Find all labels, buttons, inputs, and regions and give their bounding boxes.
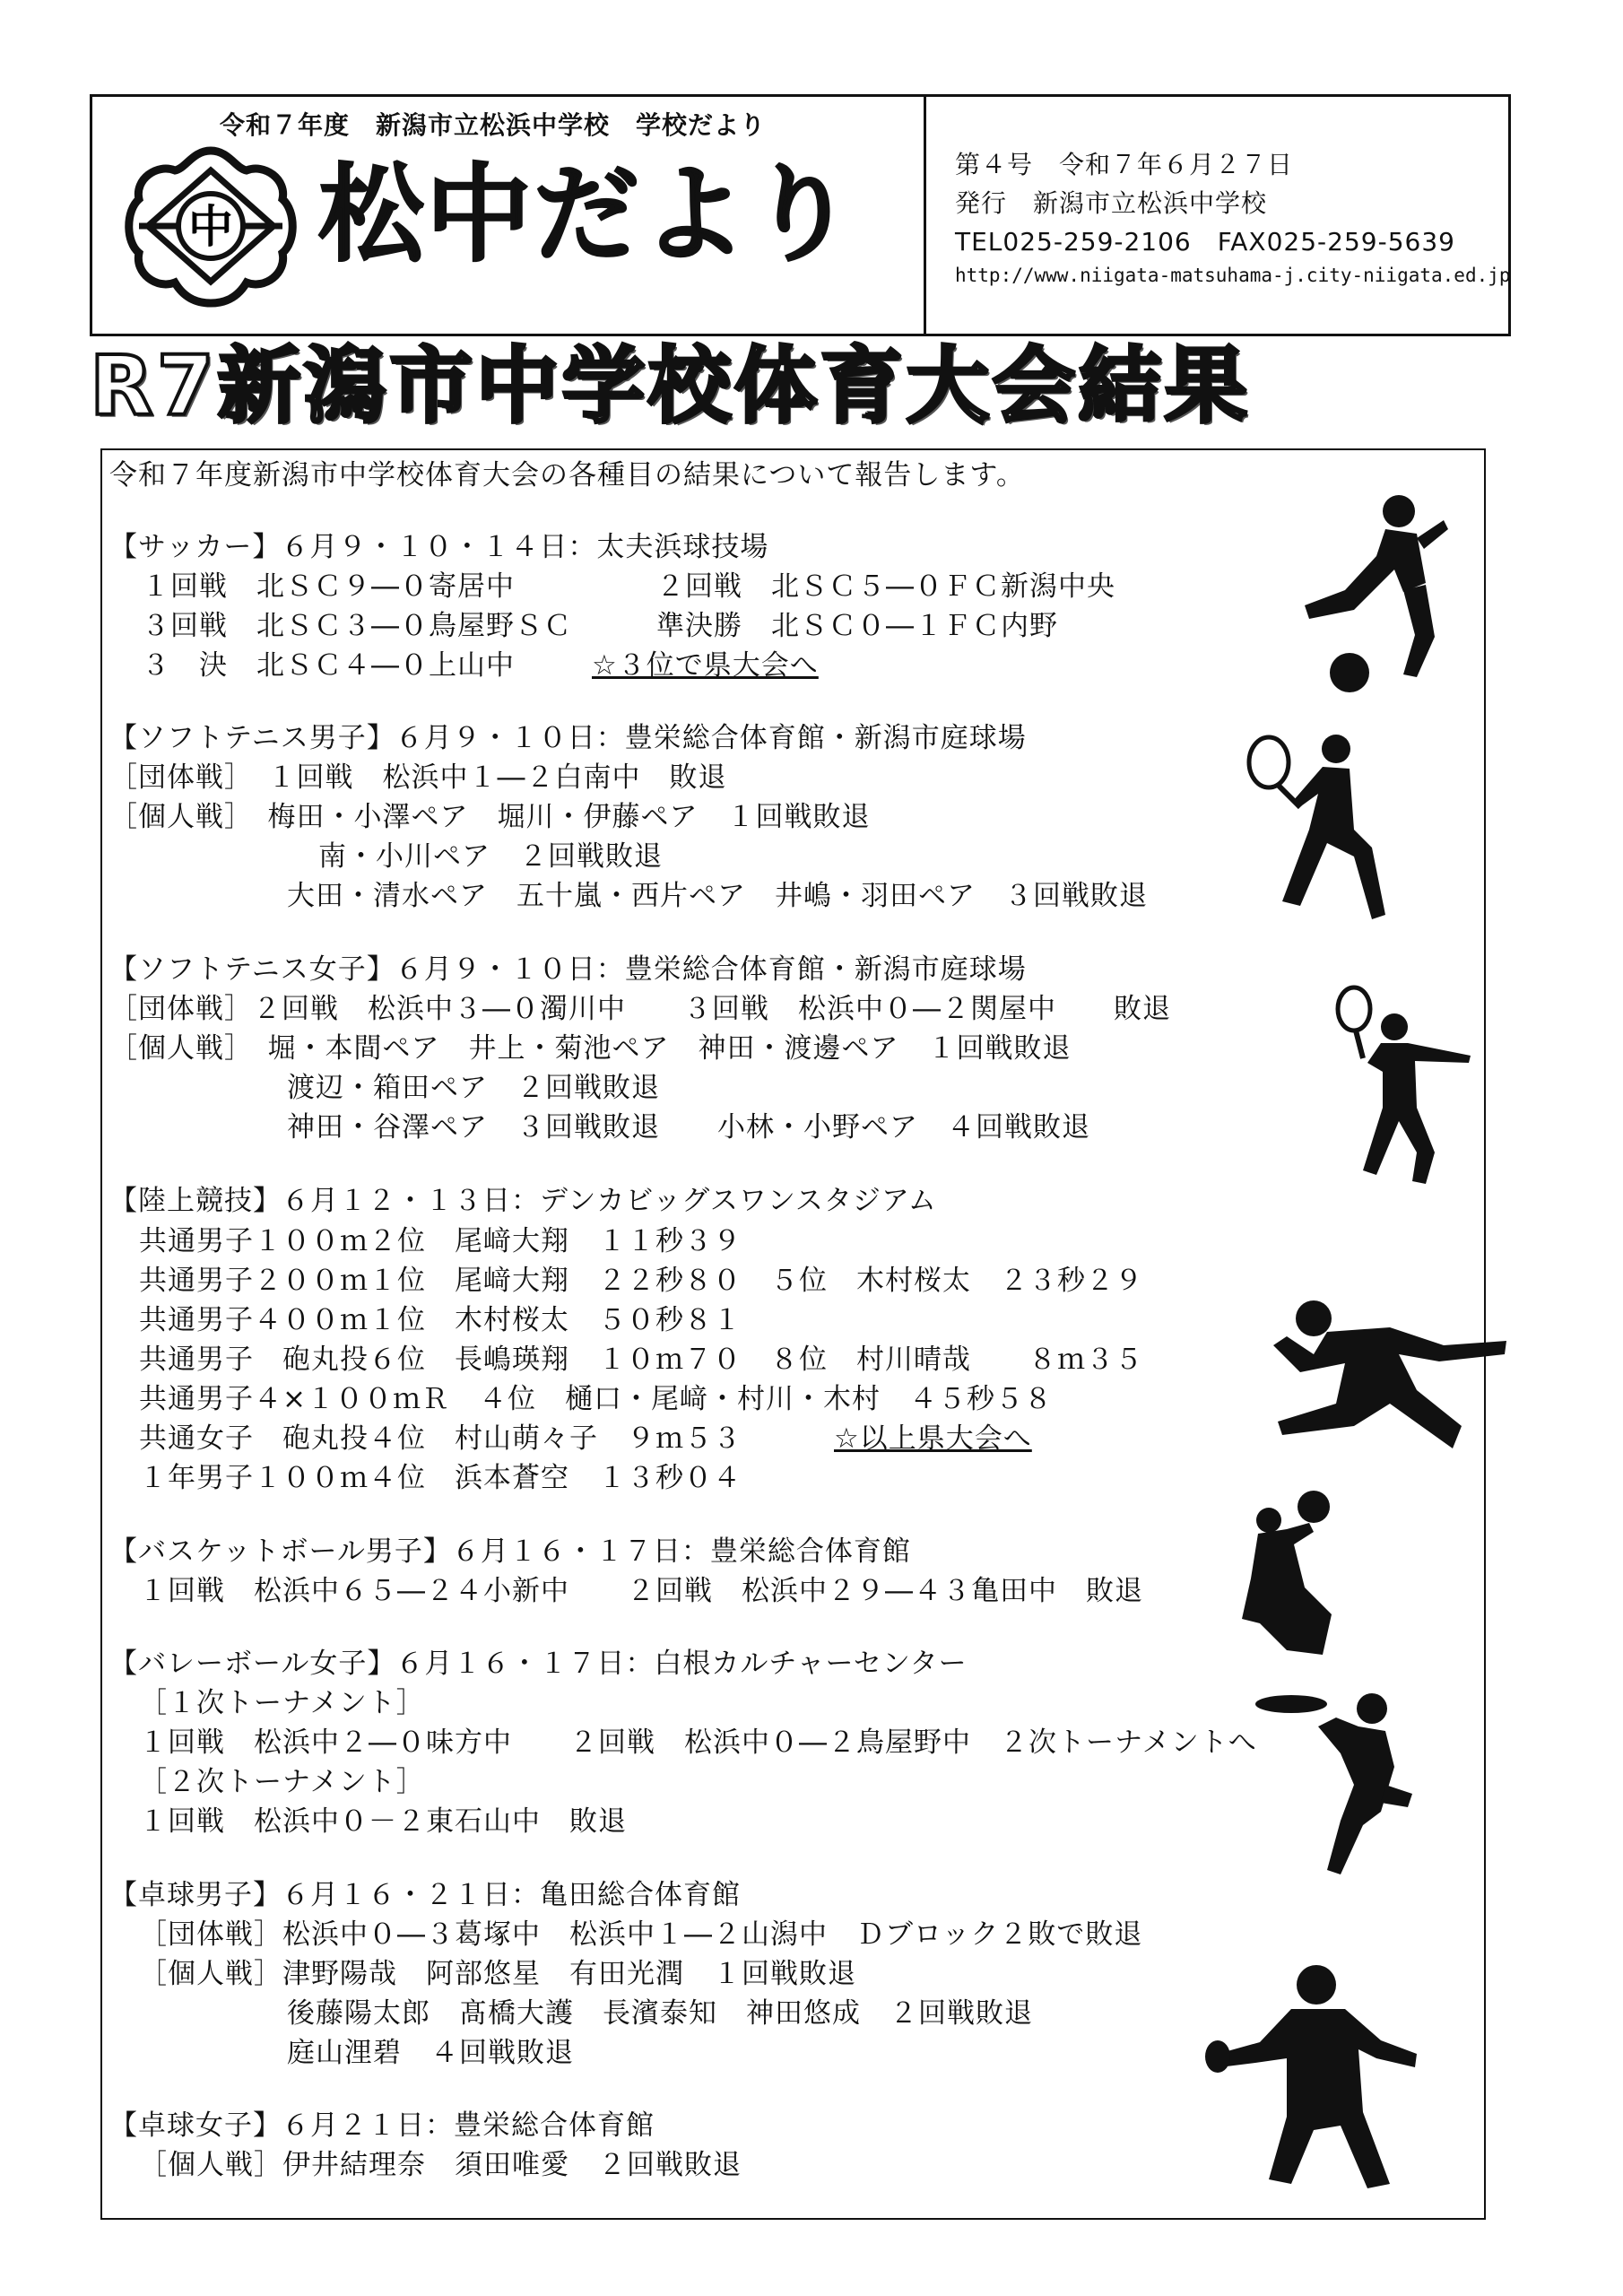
track-heading: 【陸上競技】６月１２・１３日：デンカビッグスワンスタジアム: [109, 1185, 937, 1217]
volleyball-heading: 【バレーボール女子】６月１６・１７日：白根カルチャーセンター: [109, 1648, 968, 1680]
masthead-divider: [924, 94, 926, 336]
tennis-girls-indiv2: 渡辺・箱田ペア ２回戦敗退: [287, 1072, 660, 1104]
volleyball-line1: １回戦 松浜中２―０味方中 ２回戦 松浜中０―２鳥屋野中 ２次トーナメントへ: [139, 1726, 1257, 1759]
page-headline: R7新潟市中学校体育大会結果: [90, 338, 1251, 434]
track-line5: 共通男子４×１００ｍＲ ４位 樋口・尾﨑・村川・木村 ４５秒５８: [139, 1383, 1053, 1415]
track-line2: 共通男子２００ｍ１位 尾﨑大翔 ２２秒８０ ５位 木村桜太 ２３秒２９: [139, 1265, 1143, 1297]
volleyball-player-icon: [1255, 1677, 1417, 1883]
soccer-note: ☆３位で県大会へ: [592, 649, 819, 682]
soccer-round2: ２回戦 北ＳＣ５―０ＦＣ新潟中央: [656, 570, 1115, 603]
tennis-player-icon: [1237, 722, 1390, 928]
soccer-round1: １回戦 北ＳＣ９―０寄居中: [142, 570, 515, 603]
contact-info: TEL025-259-2106 FAX025-259-5639: [955, 227, 1455, 257]
soccer-round3: ３回戦 北ＳＣ３―０鳥屋野ＳＣ: [142, 610, 572, 642]
track-line7: １年男子１００ｍ４位 浜本蒼空 １３秒０４: [139, 1462, 742, 1494]
track-line4: 共通男子 砲丸投６位 長嶋瑛翔 １０ｍ７０ ８位 村川晴哉 ８ｍ３５: [139, 1344, 1143, 1376]
tt-boys-indiv1: ［個人戦］津野陽哉 阿部悠星 有田光潤 １回戦敗退: [139, 1958, 856, 1990]
track-line6: 共通女子 砲丸投４位 村山萌々子 ９ｍ５３: [139, 1422, 742, 1455]
basketball-heading: 【バスケットボール男子】６月１６・１７日：豊栄総合体育館: [109, 1535, 911, 1568]
tennis-boys-indiv1: ［個人戦］ 梅田・小澤ペア 堀川・伊藤ペア １回戦敗退: [109, 801, 871, 833]
soccer-third-place: ３ 決 北ＳＣ４―０上山中: [142, 649, 515, 682]
track-line1: 共通男子１００ｍ２位 尾﨑大翔 １１秒３９: [139, 1225, 742, 1257]
newsletter-logo: 松中だより: [318, 152, 857, 276]
website-url: http://www.niigata-matsuhama-j.city-niigata.ed.jp: [955, 265, 1511, 286]
volleyball-tournament1: ［１次トーナメント］: [139, 1687, 425, 1719]
tt-boys-heading: 【卓球男子】６月１６・２１日：亀田総合体育館: [109, 1879, 741, 1911]
tennis-boys-indiv3: 大田・清水ペア 五十嵐・西片ペア 井嶋・羽田ペア ３回戦敗退: [287, 880, 1148, 912]
soccer-heading: 【サッカー】６月９・１０・１４日：太夫浜球技場: [109, 531, 769, 563]
tennis-boys-indiv2: 南・小川ペア ２回戦敗退: [318, 840, 663, 873]
track-line3: 共通男子４００ｍ１位 木村桜太 ５０秒８１: [139, 1304, 742, 1336]
tennis-boys-team: ［団体戦］ １回戦 松浜中１―２白南中 敗退: [109, 761, 727, 794]
basketball-line1: １回戦 松浜中６５―２４小新中 ２回戦 松浜中２９―４３亀田中 敗退: [139, 1575, 1143, 1607]
tt-girls-indiv1: ［個人戦］伊井結理奈 須田唯愛 ２回戦敗退: [139, 2149, 742, 2181]
track-note: ☆以上県大会へ: [834, 1422, 1032, 1455]
masthead-subtitle: 令和７年度 新潟市立松浜中学校 学校だより: [220, 110, 767, 140]
runner-icon: [1237, 1292, 1506, 1462]
table-tennis-player-icon: [1202, 1960, 1435, 2193]
tennis-girls-indiv1: ［個人戦］ 堀・本間ペア 井上・菊池ペア 神田・渡邊ペア １回戦敗退: [109, 1032, 1072, 1065]
tt-boys-indiv2: 後藤陽太郎 髙橋大護 長濱泰知 神田悠成 ２回戦敗退: [287, 1997, 1033, 2030]
publisher-info: 発行 新潟市立松浜中学校: [955, 188, 1268, 218]
tennis-girls-team: ［団体戦］２回戦 松浜中３―０濁川中 ３回戦 松浜中０―２関屋中 敗退: [109, 993, 1171, 1025]
volleyball-line2: １回戦 松浜中０－２東石山中 敗退: [139, 1805, 627, 1838]
school-crest-icon: [121, 144, 300, 309]
tennis-girls-indiv3: 神田・谷澤ペア ３回戦敗退 小林・小野ペア ４回戦敗退: [287, 1111, 1090, 1144]
tennis-player-icon: [1327, 973, 1480, 1188]
tt-boys-team: ［団体戦］松浜中０―３葛塚中 松浜中１―２山潟中 Ｄブロック２敗で敗退: [139, 1918, 1143, 1951]
issue-info: 第４号 令和７年６月２７日: [955, 150, 1294, 179]
tt-girls-heading: 【卓球女子】６月２１日：豊栄総合体育館: [109, 2109, 655, 2142]
soccer-player-icon: [1291, 484, 1453, 700]
basketball-player-icon: [1224, 1489, 1358, 1659]
volleyball-tournament2: ［２次トーナメント］: [139, 1766, 425, 1798]
tennis-girls-heading: 【ソフトテニス女子】６月９・１０日：豊栄総合体育館・新潟市庭球場: [109, 953, 1027, 986]
tennis-boys-heading: 【ソフトテニス男子】６月９・１０日：豊栄総合体育館・新潟市庭球場: [109, 722, 1027, 754]
tt-boys-indiv3: 庭山浬碧 ４回戦敗退: [287, 2037, 574, 2069]
crest-char: 中: [188, 201, 233, 253]
soccer-semifinal: 準決勝 北ＳＣ０―１ＦＣ内野: [656, 610, 1058, 642]
intro-text: 令和７年度新潟市中学校体育大会の各種目の結果について報告します。: [109, 459, 1025, 491]
